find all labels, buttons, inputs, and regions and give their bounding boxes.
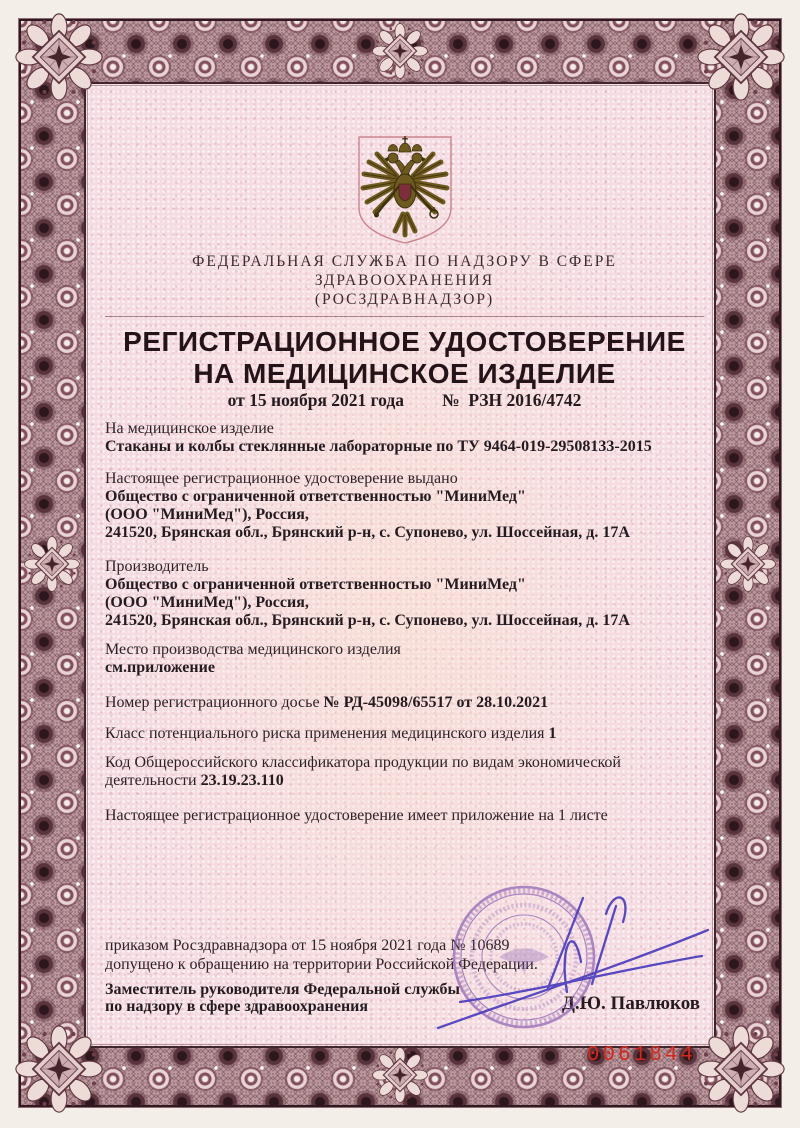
dossier-value: № РД-45098/65517 от 28.10.2021 [323, 694, 549, 711]
order-line2: допущено к обращению на территории Российской Федерации. [105, 956, 538, 973]
manufacturer-line3: 241520, Брянская обл., Брянский р-н, с. Супонево, ул. Шоссейная, д. 17А [105, 612, 630, 629]
agency-line2: (РОСЗДРАВНАДЗОР) [314, 291, 495, 308]
coat-of-arms-eagle-icon [353, 134, 457, 246]
device-name: Стаканы и колбы стеклянные лабораторные по ТУ 9464-019-29508133-2015 [105, 438, 652, 455]
holder-line1: Общество с ограниченной ответственностью "МиниМед" [105, 488, 526, 505]
holder-line3: 241520, Брянская обл., Брянский р-н, с. Супонево, ул. Шоссейная, д. 17А [105, 524, 630, 541]
document-title [105, 326, 704, 390]
certificate-column [86, 134, 714, 1096]
holder-line2: (ООО "МиниМед"), Россия, [105, 506, 309, 523]
signer-name: Д.Ю. Павлюков [561, 993, 700, 1014]
device-section [105, 420, 704, 456]
okpd-line [105, 754, 704, 790]
risk-class-label: Класс потенциального риска применения медицинского изделия [105, 725, 545, 742]
holder-section [105, 470, 704, 542]
date-and-number-line [105, 390, 704, 410]
production-place-label: Место производства медицинского изделия [105, 641, 401, 658]
issue-date: от 15 ноября 2021 года [227, 390, 405, 410]
manufacturer-section [105, 558, 704, 630]
order-line1: приказом Росздравнадзора от 15 ноября 2021 года № 10689 [105, 937, 510, 954]
manufacturer-line1: Общество с ограниченной ответственностью "МиниМед" [105, 576, 526, 593]
signer-title [105, 981, 460, 1015]
agency-name [105, 252, 704, 309]
title-line1: РЕГИСТРАЦИОННОЕ УДОСТОВЕРЕНИЕ [123, 326, 686, 357]
order-section [105, 936, 704, 974]
divider-line [105, 316, 704, 317]
risk-class-line [105, 725, 704, 743]
okpd-label: Код Общероссийского классификатора продукции по видам экономической деятельности [105, 754, 621, 789]
manufacturer-line2: (ООО "МиниМед"), Россия, [105, 594, 309, 611]
agency-line1: ФЕДЕРАЛЬНАЯ СЛУЖБА ПО НАДЗОРУ В СФЕРЕ ЗДРАВООХРАНЕНИЯ [192, 253, 617, 289]
dossier-line [105, 694, 704, 712]
risk-class-value: 1 [548, 725, 557, 742]
signer-title-line1: Заместитель руководителя Федеральной службы [105, 981, 460, 998]
device-label: На медицинское изделие [105, 420, 274, 437]
serial-number: 0061844 [586, 1044, 696, 1067]
registration-number: № РЗН 2016/4742 [442, 390, 582, 410]
manufacturer-label: Производитель [105, 558, 209, 575]
dossier-label: Номер регистрационного досье [105, 694, 320, 711]
certificate-sheet [84, 82, 716, 1067]
signer-title-line2: по надзору в сфере здравоохранения [105, 998, 369, 1015]
annex-note: Настоящее регистрационное удостоверение имеет приложение на 1 листе [105, 807, 608, 824]
title-line2: НА МЕДИЦИНСКОЕ ИЗДЕЛИЕ [193, 358, 616, 389]
production-place-value: см.приложение [105, 659, 215, 676]
okpd-value: 23.19.23.110 [200, 772, 284, 789]
signature-block [105, 981, 704, 1015]
issued-to-label: Настоящее регистрационное удостоверение выдано [105, 470, 458, 487]
production-place-section [105, 641, 704, 677]
